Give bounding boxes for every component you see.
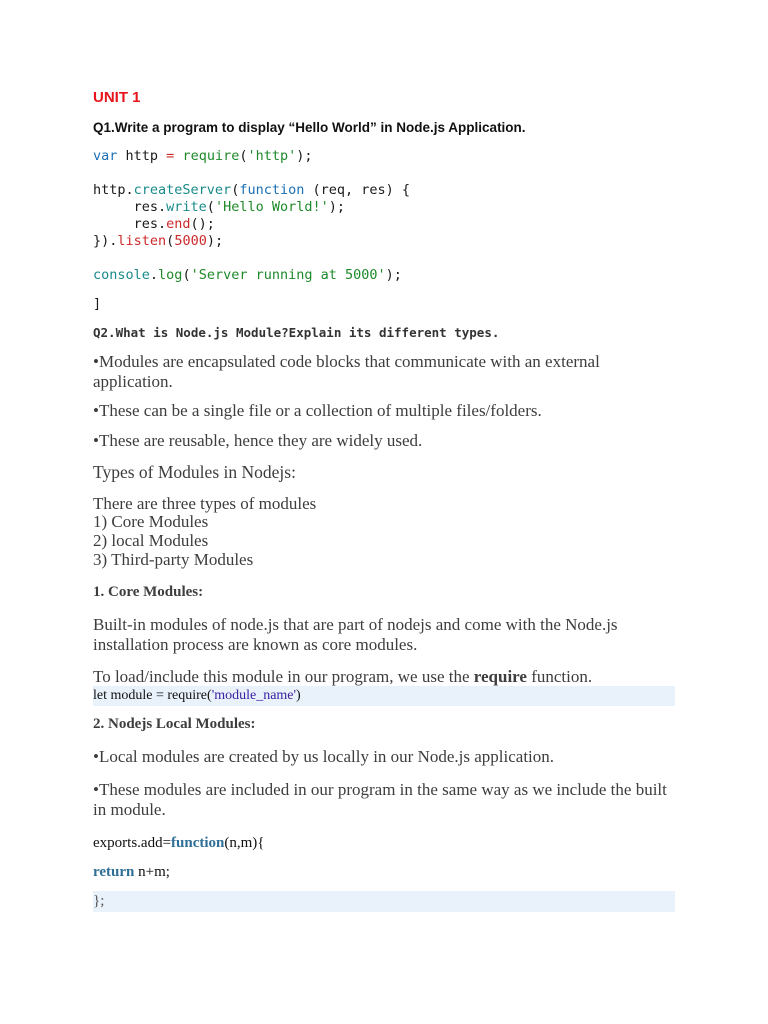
code-line-1: var http = require('http'); xyxy=(93,148,313,164)
core-load-text: To load/include this module in our program, we use the require function. xyxy=(93,667,593,686)
question-1: Q1.Write a program to display “Hello World” in Node.js Application. xyxy=(93,120,526,135)
code-line-6: console.log('Server running at 5000'); xyxy=(93,267,402,283)
local-code-line-3: }; xyxy=(93,893,105,909)
code-line-5: }).listen(5000); xyxy=(93,233,224,249)
code-bracket: ] xyxy=(93,296,102,312)
bullet-3: •These are reusable, hence they are widely used. xyxy=(93,431,423,450)
types-item-2: 2) local Modules xyxy=(93,531,209,550)
code-line-4: res.end(); xyxy=(93,216,215,232)
unit-title: UNIT 1 xyxy=(93,89,141,106)
bullet-2: •These can be a single file or a collection of multiple files/folders. xyxy=(93,401,542,420)
core-heading: 1. Core Modules: xyxy=(93,584,204,600)
local-code-line-1: exports.add=function(n,m){ xyxy=(93,835,265,851)
question-2: Q2.What is Node.js Module?Explain its different types. xyxy=(93,325,500,340)
types-intro: There are three types of modules xyxy=(93,494,317,513)
local-heading: 2. Nodejs Local Modules: xyxy=(93,716,256,732)
local-code-line-2: return n+m; xyxy=(93,864,170,880)
types-item-3: 3) Third-party Modules xyxy=(93,550,254,569)
code-highlight-closing xyxy=(93,891,675,912)
bullet-1: •Modules are encapsulated code blocks that communicate with an external application. xyxy=(93,352,600,391)
local-bullet-1: •Local modules are created by us locally in our Node.js application. xyxy=(93,747,555,766)
types-heading: Types of Modules in Nodejs: xyxy=(93,462,296,482)
types-item-1: 1) Core Modules xyxy=(93,512,209,531)
local-bullet-2: •These modules are included in our program in the same way as we include the built in module. xyxy=(93,780,667,819)
code-line-3: res.write('Hello World!'); xyxy=(93,199,345,215)
code-line-2: http.createServer(function (req, res) { xyxy=(93,182,411,198)
core-require-code: let module = require('module_name') xyxy=(93,688,301,703)
core-description: Built-in modules of node.js that are part of nodejs and come with the Node.js installation process are known as core modules. xyxy=(93,615,618,654)
